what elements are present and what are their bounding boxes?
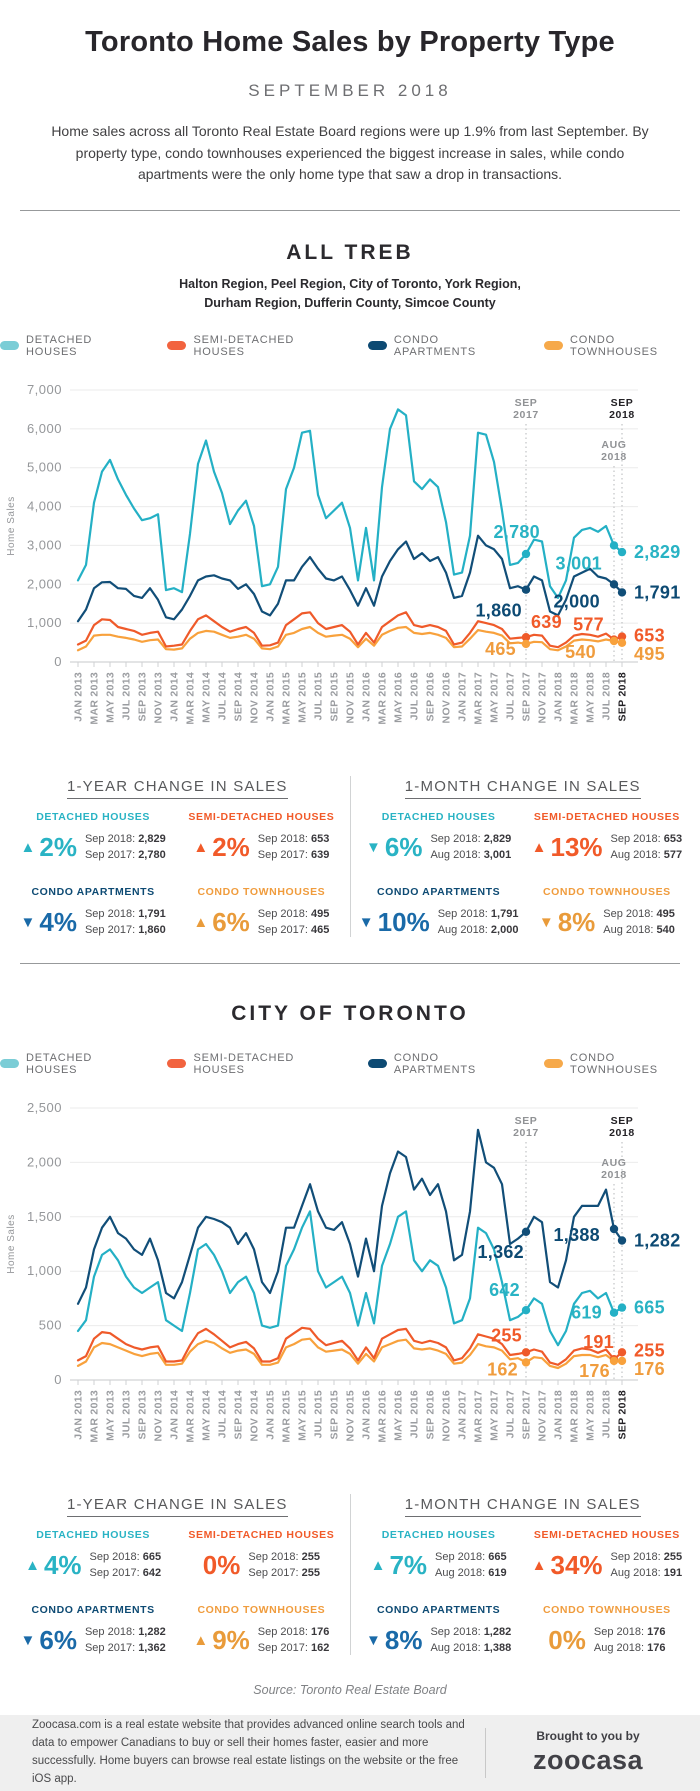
up-arrow-icon: ▲ bbox=[25, 1556, 40, 1574]
y-axis-title: Home Sales bbox=[6, 1214, 17, 1274]
stat-percent: 4% bbox=[43, 1549, 82, 1580]
stat-percent: 6% bbox=[384, 831, 423, 862]
x-axis-tick-label: MAR 2017 bbox=[472, 1389, 485, 1443]
semi-swatch-icon bbox=[167, 341, 186, 350]
stat-block-semi bbox=[525, 811, 689, 864]
y-axis-tick-label: 1,000 bbox=[26, 1263, 62, 1279]
x-axis-tick-label: MAR 2016 bbox=[376, 1389, 389, 1443]
value-label-semi: 639 bbox=[531, 612, 562, 633]
stat-block-detached bbox=[357, 1529, 521, 1582]
x-axis-tick-label: SEP 2013 bbox=[136, 671, 149, 722]
end-value-label-detached: 2,829 bbox=[634, 541, 681, 562]
brought-to-you-by-label: Brought to you by bbox=[536, 1729, 640, 1744]
series-line-detached bbox=[78, 409, 622, 598]
y-axis-tick-label: 3,000 bbox=[26, 537, 62, 553]
x-axis-tick-label: NOV 2014 bbox=[248, 671, 261, 724]
stat-percent: 7% bbox=[389, 1549, 428, 1580]
stat-percent: 9% bbox=[212, 1624, 250, 1655]
stat-block-semi bbox=[525, 1529, 689, 1582]
detached-data-point bbox=[522, 1306, 530, 1314]
legend-label: CONDO TOWNHOUSES bbox=[570, 333, 658, 358]
legend-item-condo_apt bbox=[368, 1052, 518, 1076]
detached-data-point bbox=[610, 1308, 618, 1316]
series-line-semi bbox=[78, 1328, 622, 1365]
stat-series-label: CONDO APARTMENTS bbox=[376, 885, 501, 898]
condo_apt-data-point bbox=[610, 580, 618, 588]
stat-percent: 8% bbox=[384, 1624, 423, 1655]
stat-block-detached bbox=[357, 811, 521, 864]
end-value-label-condo_apt: 1,282 bbox=[634, 1230, 681, 1251]
up-arrow-icon: ▲ bbox=[193, 913, 209, 931]
stat-percent: 34% bbox=[550, 1549, 603, 1580]
stat-detail-line: Sep 2018: 1,282 bbox=[430, 1625, 512, 1638]
condo_apt-data-point bbox=[610, 1225, 618, 1233]
x-axis-tick-label: NOV 2015 bbox=[344, 1389, 357, 1442]
stat-percent: 0% bbox=[548, 1624, 586, 1655]
x-axis-tick-label: SEP 2015 bbox=[328, 1389, 341, 1440]
stat-percent: 6% bbox=[212, 906, 250, 937]
stat-detail-line: Aug 2018: 619 bbox=[435, 1567, 507, 1580]
condo_town-data-point bbox=[522, 1358, 530, 1366]
x-axis-tick-label: JAN 2015 bbox=[264, 1389, 277, 1440]
x-axis-tick-label: MAR 2013 bbox=[88, 671, 101, 725]
stat-block-condo_apt bbox=[11, 1604, 175, 1657]
x-axis-tick-label: MAY 2015 bbox=[296, 671, 309, 723]
end-value-label-condo_apt: 1,791 bbox=[634, 582, 681, 603]
x-axis-tick-label: JUL 2018 bbox=[600, 1389, 613, 1439]
stat-series-label: CONDO TOWNHOUSES bbox=[197, 885, 326, 898]
stat-percent: 4% bbox=[39, 906, 77, 937]
condo_apt-data-point bbox=[618, 588, 626, 596]
x-axis-tick-label: JUL 2013 bbox=[120, 671, 133, 721]
legend-item-condo_town bbox=[544, 1052, 700, 1076]
condo_apt-data-point bbox=[522, 585, 530, 593]
stat-detail-line: Sep 2017: 639 bbox=[257, 849, 330, 862]
down-arrow-icon: ▼ bbox=[366, 838, 381, 856]
y-axis-tick-label: 500 bbox=[38, 1317, 62, 1333]
stat-percent: 2% bbox=[39, 831, 77, 862]
footer-about-text bbox=[32, 1717, 467, 1788]
stat-detail-line: Sep 2017: 465 bbox=[257, 924, 330, 937]
legend-item-detached bbox=[0, 1052, 141, 1076]
condo_town-data-point bbox=[618, 638, 626, 646]
condo_town-data-point bbox=[522, 640, 530, 648]
x-axis-tick-label: MAR 2018 bbox=[568, 671, 581, 725]
stat-detail-line: Sep 2018: 665 bbox=[89, 1550, 162, 1563]
x-axis-tick-label: MAY 2018 bbox=[584, 671, 597, 723]
stat-detail-line: Aug 2018: 1,388 bbox=[430, 1642, 512, 1655]
x-axis-tick-label: MAY 2015 bbox=[296, 1389, 309, 1441]
stat-detail-line: Sep 2018: 665 bbox=[435, 1550, 507, 1563]
x-axis-tick-label: MAR 2014 bbox=[184, 671, 197, 725]
detached-data-point bbox=[522, 550, 530, 558]
stat-block-semi bbox=[179, 811, 343, 864]
x-axis-tick-label: JAN 2014 bbox=[168, 1389, 181, 1440]
x-axis-tick-label: NOV 2016 bbox=[440, 1389, 453, 1442]
value-label-condo_town: 162 bbox=[487, 1359, 518, 1380]
value-label-detached: 2,780 bbox=[493, 521, 540, 542]
stat-detail-line: Aug 2018: 577 bbox=[610, 849, 683, 862]
value-label-semi: 255 bbox=[491, 1325, 522, 1346]
condo_town-data-point bbox=[618, 1357, 626, 1365]
page-title: Toronto Home Sales by Property Type bbox=[85, 26, 615, 58]
value-label-condo_town: 176 bbox=[579, 1360, 610, 1381]
value-label-condo_apt: 2,000 bbox=[553, 591, 600, 612]
x-axis-tick-label: SEP 2014 bbox=[232, 1389, 245, 1440]
down-arrow-icon: ▼ bbox=[358, 913, 374, 931]
stat-detail-line: Aug 2018: 191 bbox=[610, 1567, 683, 1580]
stat-detail-line: Sep 2018: 255 bbox=[248, 1550, 320, 1563]
footer-line: Zoocasa.com is a real estate website that provides advanced online search tools and data bbox=[32, 1719, 465, 1749]
x-axis-tick-label: NOV 2015 bbox=[344, 671, 357, 724]
stat-series-label: DETACHED HOUSES bbox=[36, 1528, 151, 1541]
value-label-condo_town: 465 bbox=[485, 638, 516, 659]
up-arrow-icon: ▲ bbox=[531, 1556, 547, 1574]
detached-data-point bbox=[618, 1303, 626, 1311]
x-axis-tick-label: JUL 2014 bbox=[216, 1389, 229, 1439]
stat-series-label: SEMI-DETACHED HOUSES bbox=[188, 1528, 335, 1541]
stat-series-label: DETACHED HOUSES bbox=[381, 810, 496, 823]
stat-series-label: CONDO TOWNHOUSES bbox=[542, 885, 671, 898]
stat-series-label: DETACHED HOUSES bbox=[36, 810, 151, 823]
stat-series-label: CONDO APARTMENTS bbox=[376, 1603, 501, 1616]
end-value-label-condo_town: 176 bbox=[634, 1358, 665, 1379]
stat-percent: 8% bbox=[557, 906, 596, 937]
stat-block-condo_apt bbox=[11, 886, 175, 939]
down-arrow-icon: ▼ bbox=[20, 913, 36, 931]
end-value-label-condo_town: 495 bbox=[634, 643, 665, 664]
x-axis-tick-label: JAN 2013 bbox=[72, 671, 85, 722]
stats-panel bbox=[351, 774, 696, 939]
stat-detail-line: Sep 2017: 2,780 bbox=[84, 849, 166, 862]
value-label-detached: 3,001 bbox=[555, 553, 602, 574]
legend-item-semi bbox=[167, 1052, 341, 1076]
x-axis-tick-label: SEP 2014 bbox=[232, 671, 245, 722]
stat-series-label: CONDO APARTMENTS bbox=[31, 1603, 155, 1616]
section-all-treb bbox=[0, 211, 700, 939]
x-axis-tick-label: MAR 2013 bbox=[88, 1389, 101, 1443]
stat-detail-line: Sep 2018: 495 bbox=[257, 907, 330, 920]
stat-block-detached bbox=[11, 811, 175, 864]
stat-detail-line: Aug 2018: 3,001 bbox=[430, 849, 512, 862]
chart-legend bbox=[0, 334, 700, 358]
x-axis-tick-label: JUL 2017 bbox=[504, 671, 517, 721]
x-axis-tick-label: MAY 2013 bbox=[104, 1389, 117, 1441]
stats-panel bbox=[5, 774, 350, 939]
source-note: Source: Toronto Real Estate Board bbox=[253, 1682, 447, 1697]
stat-series-label: CONDO APARTMENTS bbox=[31, 885, 155, 898]
stat-series-label: SEMI-DETACHED HOUSES bbox=[533, 810, 680, 823]
marker-label: SEP 2018 bbox=[609, 396, 635, 421]
stat-detail-line: Sep 2018: 2,829 bbox=[430, 832, 512, 845]
stat-detail-line: Sep 2018: 495 bbox=[603, 907, 675, 920]
x-axis-tick-label: SEP 2016 bbox=[424, 671, 437, 722]
stat-series-label: DETACHED HOUSES bbox=[381, 1528, 496, 1541]
stat-block-condo_town bbox=[525, 1604, 689, 1657]
x-axis-tick-label: JAN 2017 bbox=[456, 671, 469, 722]
city-of-toronto-stats bbox=[5, 1492, 695, 1657]
stats-heading: 1-YEAR CHANGE IN SALES bbox=[67, 1496, 288, 1517]
stat-block-detached bbox=[11, 1529, 175, 1582]
condo_apt-data-point bbox=[522, 1227, 530, 1235]
stat-block-condo_town bbox=[525, 886, 689, 939]
stat-series-label: CONDO TOWNHOUSES bbox=[197, 1603, 326, 1616]
value-label-semi: 577 bbox=[573, 614, 604, 635]
x-axis-tick-label: JUL 2013 bbox=[120, 1389, 133, 1439]
x-axis-tick-label: NOV 2014 bbox=[248, 1389, 261, 1442]
x-axis-tick-label: NOV 2017 bbox=[536, 1389, 549, 1442]
x-axis-tick-label: NOV 2016 bbox=[440, 671, 453, 724]
x-axis-tick-label: JUL 2016 bbox=[408, 671, 421, 721]
detached-swatch-icon bbox=[0, 341, 19, 350]
stat-detail-line: Sep 2017: 255 bbox=[248, 1567, 320, 1580]
condo_apt-swatch-icon bbox=[368, 1059, 387, 1068]
report-date: SEPTEMBER 2018 bbox=[248, 81, 452, 100]
stat-detail-line: Aug 2018: 176 bbox=[593, 1642, 666, 1655]
y-axis-tick-label: 7,000 bbox=[26, 381, 62, 397]
stat-detail-line: Sep 2018: 1,282 bbox=[84, 1625, 166, 1638]
stats-heading: 1-MONTH CHANGE IN SALES bbox=[405, 778, 641, 799]
series-line-condo_town bbox=[78, 1339, 622, 1368]
x-axis-tick-label: JAN 2016 bbox=[360, 1389, 373, 1440]
end-value-label-semi: 255 bbox=[634, 1340, 665, 1361]
x-axis-tick-label: MAY 2014 bbox=[200, 1389, 213, 1441]
y-axis-tick-label: 0 bbox=[54, 1371, 62, 1387]
stat-block-condo_town bbox=[179, 886, 343, 939]
condo_town-swatch-icon bbox=[544, 341, 563, 350]
up-arrow-icon: ▲ bbox=[193, 1631, 209, 1649]
semi-swatch-icon bbox=[167, 1059, 186, 1068]
legend-label: DETACHED HOUSES bbox=[26, 1051, 93, 1076]
marker-label: SEP 2018 bbox=[609, 1114, 635, 1139]
marker-label: AUG 2018 bbox=[601, 1156, 627, 1181]
y-axis-tick-label: 1,000 bbox=[26, 614, 62, 630]
stat-block-semi bbox=[179, 1529, 343, 1582]
stats-heading: 1-MONTH CHANGE IN SALES bbox=[405, 1496, 641, 1517]
x-axis-tick-label: MAY 2014 bbox=[200, 671, 213, 723]
x-axis-tick-label: MAY 2013 bbox=[104, 671, 117, 723]
x-axis-tick-label: NOV 2017 bbox=[536, 671, 549, 724]
value-label-condo_apt: 1,362 bbox=[477, 1241, 524, 1262]
marker-label: SEP 2017 bbox=[513, 1114, 539, 1139]
x-axis-tick-label: JAN 2015 bbox=[264, 671, 277, 722]
stat-detail-line: Sep 2018: 1,791 bbox=[84, 907, 166, 920]
semi-data-point bbox=[618, 1348, 626, 1356]
condo_apt-data-point bbox=[618, 1236, 626, 1244]
y-axis-title: Home Sales bbox=[6, 496, 17, 556]
y-axis-tick-label: 5,000 bbox=[26, 459, 62, 475]
legend-label: CONDO APARTMENTS bbox=[393, 1051, 477, 1076]
x-axis-tick-label: MAR 2015 bbox=[280, 1389, 293, 1443]
stat-detail-line: Sep 2018: 255 bbox=[610, 1550, 683, 1563]
x-axis-tick-label: JUL 2017 bbox=[504, 1389, 517, 1439]
stat-series-label: CONDO TOWNHOUSES bbox=[542, 1603, 671, 1616]
section-city-of-toronto bbox=[0, 964, 700, 1657]
condo_town-swatch-icon bbox=[544, 1059, 563, 1068]
stat-block-condo_town bbox=[179, 1604, 343, 1657]
all-treb-line-chart bbox=[0, 360, 700, 762]
intro-text: Home sales across all Toronto Real Estate Board regions were up 1.9% from last September. By property type, condo townhouses experienced the biggest increase in sales, while condo apartments were the only home type that saw a drop in transactions. bbox=[51, 123, 649, 183]
value-label-detached: 642 bbox=[489, 1280, 520, 1301]
legend-item-semi bbox=[167, 334, 341, 358]
value-label-semi: 191 bbox=[583, 1332, 614, 1353]
stat-percent: 13% bbox=[550, 831, 603, 862]
region-list bbox=[0, 275, 700, 314]
x-axis-tick-label: MAY 2017 bbox=[488, 671, 501, 723]
condo_town-data-point bbox=[610, 1357, 618, 1365]
footer-line: Home buyers can browse real estate listings on the website or the free iOS app. bbox=[32, 1754, 459, 1785]
stats-panel bbox=[5, 1492, 350, 1657]
x-axis-tick-label: MAY 2016 bbox=[392, 671, 405, 723]
down-arrow-icon: ▼ bbox=[20, 1631, 36, 1649]
x-axis-tick-label: MAY 2018 bbox=[584, 1389, 597, 1441]
footer-branding bbox=[504, 1729, 672, 1776]
up-arrow-icon: ▲ bbox=[193, 838, 209, 856]
x-axis-tick-label: JAN 2018 bbox=[552, 1389, 565, 1440]
x-axis-tick-label: MAR 2018 bbox=[568, 1389, 581, 1443]
x-axis-tick-label: JAN 2014 bbox=[168, 671, 181, 722]
legend-item-detached bbox=[0, 334, 141, 358]
y-axis-tick-label: 0 bbox=[54, 653, 62, 669]
x-axis-tick-label: JAN 2016 bbox=[360, 671, 373, 722]
marker-label: SEP 2017 bbox=[513, 396, 539, 421]
x-axis-tick-label: MAR 2014 bbox=[184, 1389, 197, 1443]
x-axis-tick-label: SEP 2015 bbox=[328, 671, 341, 722]
chart-legend bbox=[0, 1052, 700, 1076]
stat-detail-line: Sep 2017: 162 bbox=[257, 1642, 330, 1655]
y-axis-tick-label: 2,000 bbox=[26, 576, 62, 592]
city-of-toronto-line-chart bbox=[0, 1078, 700, 1480]
stat-block-condo_apt bbox=[357, 1604, 521, 1657]
legend-label: DETACHED HOUSES bbox=[26, 333, 93, 358]
stat-percent: 2% bbox=[212, 831, 250, 862]
stat-detail-line: Sep 2018: 176 bbox=[593, 1625, 666, 1638]
y-axis-tick-label: 6,000 bbox=[26, 420, 62, 436]
all-treb-stats bbox=[5, 774, 695, 939]
x-axis-tick-label: SEP 2018 bbox=[616, 671, 629, 722]
stats-panel bbox=[351, 1492, 696, 1657]
value-label-condo_apt: 1,388 bbox=[553, 1224, 600, 1245]
footer-line: to empower Canadians to buy or sell their homes faster, easier and more successfully. bbox=[32, 1737, 429, 1767]
x-axis-tick-label: MAY 2017 bbox=[488, 1389, 501, 1441]
x-axis-tick-label: JAN 2013 bbox=[72, 1389, 85, 1440]
x-axis-tick-label: JUL 2015 bbox=[312, 1389, 325, 1439]
stat-detail-line: Sep 2017: 642 bbox=[89, 1567, 162, 1580]
stat-percent: 0% bbox=[202, 1549, 241, 1580]
stat-series-label: SEMI-DETACHED HOUSES bbox=[188, 810, 335, 823]
x-axis-tick-label: MAY 2016 bbox=[392, 1389, 405, 1441]
x-axis-tick-label: MAR 2017 bbox=[472, 671, 485, 725]
footer-divider bbox=[485, 1728, 486, 1778]
value-label-condo_apt: 1,860 bbox=[475, 600, 522, 621]
legend-item-condo_town bbox=[544, 334, 700, 358]
legend-label: SEMI-DETACHED HOUSES bbox=[193, 1051, 295, 1076]
x-axis-tick-label: JAN 2017 bbox=[456, 1389, 469, 1440]
legend-label: SEMI-DETACHED HOUSES bbox=[193, 333, 295, 358]
detached-data-point bbox=[618, 548, 626, 556]
value-label-condo_town: 540 bbox=[565, 641, 596, 662]
footer bbox=[0, 1715, 700, 1791]
stat-detail-line: Sep 2018: 653 bbox=[257, 832, 330, 845]
stat-block-condo_apt bbox=[357, 886, 521, 939]
x-axis-tick-label: SEP 2016 bbox=[424, 1389, 437, 1440]
x-axis-tick-label: NOV 2013 bbox=[152, 671, 165, 724]
semi-data-point bbox=[522, 1348, 530, 1356]
section-title-city: CITY OF TORONTO bbox=[231, 1001, 469, 1025]
x-axis-tick-label: MAR 2016 bbox=[376, 671, 389, 725]
stat-detail-line: Sep 2018: 1,791 bbox=[437, 907, 519, 920]
series-line-condo_apt bbox=[78, 536, 622, 622]
x-axis-tick-label: JUL 2014 bbox=[216, 671, 229, 721]
up-arrow-icon: ▲ bbox=[531, 838, 547, 856]
y-axis-tick-label: 1,500 bbox=[26, 1208, 62, 1224]
stat-detail-line: Aug 2018: 540 bbox=[603, 924, 675, 937]
end-value-label-detached: 665 bbox=[634, 1297, 665, 1318]
x-axis-tick-label: NOV 2013 bbox=[152, 1389, 165, 1442]
stat-percent: 6% bbox=[39, 1624, 77, 1655]
stat-detail-line: Aug 2018: 2,000 bbox=[437, 924, 519, 937]
stat-detail-line: Sep 2017: 1,860 bbox=[84, 924, 166, 937]
y-axis-tick-label: 2,000 bbox=[26, 1154, 62, 1170]
up-arrow-icon: ▲ bbox=[20, 838, 36, 856]
stat-percent: 10% bbox=[377, 906, 430, 937]
stat-detail-line: Sep 2017: 1,362 bbox=[84, 1642, 166, 1655]
detached-swatch-icon bbox=[0, 1059, 19, 1068]
stat-series-label: SEMI-DETACHED HOUSES bbox=[533, 1528, 680, 1541]
region-line: Halton Region, Peel Region, City of Toronto, York Region, bbox=[179, 277, 521, 292]
y-axis-tick-label: 4,000 bbox=[26, 498, 62, 514]
x-axis-tick-label: SEP 2017 bbox=[520, 671, 533, 722]
zoocasa-logo: zoocasa bbox=[532, 1745, 644, 1776]
legend-item-condo_apt bbox=[368, 334, 518, 358]
x-axis-tick-label: SEP 2017 bbox=[520, 1389, 533, 1440]
x-axis-tick-label: JAN 2018 bbox=[552, 671, 565, 722]
detached-data-point bbox=[610, 541, 618, 549]
region-line: Durham Region, Dufferin County, Simcoe County bbox=[204, 296, 496, 311]
x-axis-tick-label: JUL 2015 bbox=[312, 671, 325, 721]
legend-label: CONDO APARTMENTS bbox=[393, 333, 477, 358]
condo_apt-swatch-icon bbox=[368, 341, 387, 350]
x-axis-tick-label: JUL 2018 bbox=[600, 671, 613, 721]
stat-detail-line: Sep 2018: 176 bbox=[257, 1625, 330, 1638]
end-value-label-semi: 653 bbox=[634, 625, 665, 646]
x-axis-tick-label: MAR 2015 bbox=[280, 671, 293, 725]
value-label-detached: 619 bbox=[571, 1302, 602, 1323]
legend-label: CONDO TOWNHOUSES bbox=[570, 1051, 658, 1076]
x-axis-tick-label: SEP 2013 bbox=[136, 1389, 149, 1440]
marker-label: AUG 2018 bbox=[601, 438, 627, 463]
section-title-all-treb: ALL TREB bbox=[286, 241, 414, 265]
x-axis-tick-label: SEP 2018 bbox=[616, 1389, 629, 1440]
up-arrow-icon: ▲ bbox=[370, 1556, 386, 1574]
stat-detail-line: Sep 2018: 2,829 bbox=[84, 832, 166, 845]
y-axis-tick-label: 2,500 bbox=[26, 1099, 62, 1115]
stats-heading: 1-YEAR CHANGE IN SALES bbox=[67, 778, 288, 799]
condo_town-data-point bbox=[610, 637, 618, 645]
x-axis-tick-label: JUL 2016 bbox=[408, 1389, 421, 1439]
down-arrow-icon: ▼ bbox=[366, 1631, 381, 1649]
down-arrow-icon: ▼ bbox=[538, 913, 554, 931]
stat-detail-line: Sep 2018: 653 bbox=[610, 832, 683, 845]
